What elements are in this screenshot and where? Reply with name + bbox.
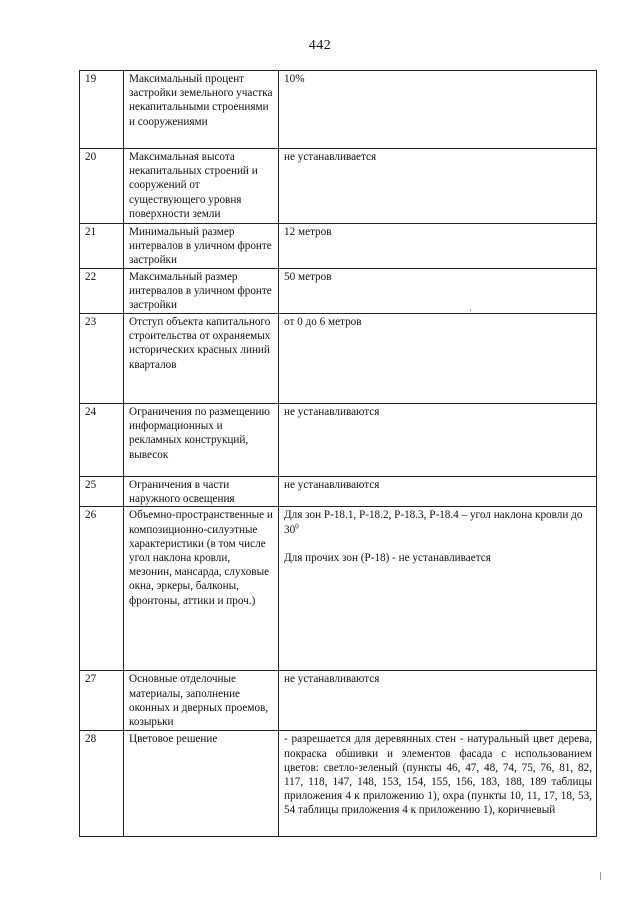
- parameter-value: не устанавливаются: [279, 671, 597, 731]
- table-row: [80, 477, 597, 507]
- table-row: [80, 71, 597, 149]
- page-number: 442: [308, 38, 332, 53]
- parameter-name: Максимальный размер интервалов в уличном фронте застройки: [124, 269, 279, 314]
- parameter-value: 50 метров: [279, 269, 597, 314]
- parameter-value: [279, 507, 597, 671]
- parameter-name: Объемно-пространственные и композиционно-силуэтные характеристики (в том числе угол наклона кровли, мезонин, мансарда, слуховые окна, эркеры, балконы, фронтоны, аттики и проч.): [124, 507, 279, 671]
- parameter-name: Цветовое решение: [124, 731, 279, 837]
- scan-artifact: [470, 309, 471, 311]
- parameter-name: Ограничения по размещению информационных и рекламных конструкций, вывесок: [124, 404, 279, 477]
- table-row: [80, 404, 597, 477]
- row-number: 28: [80, 731, 124, 837]
- other-zones-text: Для прочих зон (Р-18) - не устанавливается: [284, 551, 491, 564]
- table-row: [80, 269, 597, 314]
- parameter-value: - разрешается для деревянных стен - натуральный цвет дерева, покраска обшивки и элементов фасада с использованием цветов: светло-зеленый (пункты 46, 47, 48, 74, 75, 76, 81, 82, 117, 118, 147, 148, 153, 154, 155, 156, 183, 188, 189 таблицы приложения 4 к приложению 1), охра (пункты 10, 11, 17, 18, 53, 54 таблицы приложения 4 к приложению 1), коричневый: [279, 731, 597, 837]
- degree-superscript: 0: [295, 521, 299, 530]
- scan-artifact: [600, 872, 601, 880]
- parameter-name: Максимальный процент застройки земельного участка некапитальными строениями и сооружениями: [124, 71, 279, 149]
- parameter-value: 12 метров: [279, 224, 597, 269]
- parameter-name: Ограничения в части наружного освещения: [124, 477, 279, 507]
- row-number: 20: [80, 149, 124, 224]
- row-number: 21: [80, 224, 124, 269]
- row-number: 19: [80, 71, 124, 149]
- table-row: [80, 671, 597, 731]
- parameter-name: Минимальный размер интервалов в уличном фронте застройки: [124, 224, 279, 269]
- row-number: 26: [80, 507, 124, 671]
- table-row: [80, 224, 597, 269]
- parameter-value: 10%: [279, 71, 597, 149]
- row-number: 27: [80, 671, 124, 731]
- table-row: [80, 507, 597, 671]
- parameter-value: не устанавливается: [279, 149, 597, 224]
- row-number: 25: [80, 477, 124, 507]
- table-row: [80, 314, 597, 404]
- parameter-name: Основные отделочные материалы, заполнение оконных и дверных проемов, козырьки: [124, 671, 279, 731]
- regulations-table: [79, 70, 597, 837]
- parameter-name: Максимальная высота некапитальных строений и сооружений от существующего уровня поверхности земли: [124, 149, 279, 224]
- parameter-value: не устанавливаются: [279, 404, 597, 477]
- roof-angle-text: Для зон Р-18.1, Р-18.2, Р-18.3, Р-18.4 – угол наклона кровли до 30: [284, 509, 583, 536]
- parameter-value: не устанавливаются: [279, 477, 597, 507]
- table-row: [80, 731, 597, 837]
- parameter-value: от 0 до 6 метров: [279, 314, 597, 404]
- row-number: 23: [80, 314, 124, 404]
- table-row: [80, 149, 597, 224]
- row-number: 22: [80, 269, 124, 314]
- row-number: 24: [80, 404, 124, 477]
- parameter-name: Отступ объекта капитального строительства от охраняемых исторических красных линий кварталов: [124, 314, 279, 404]
